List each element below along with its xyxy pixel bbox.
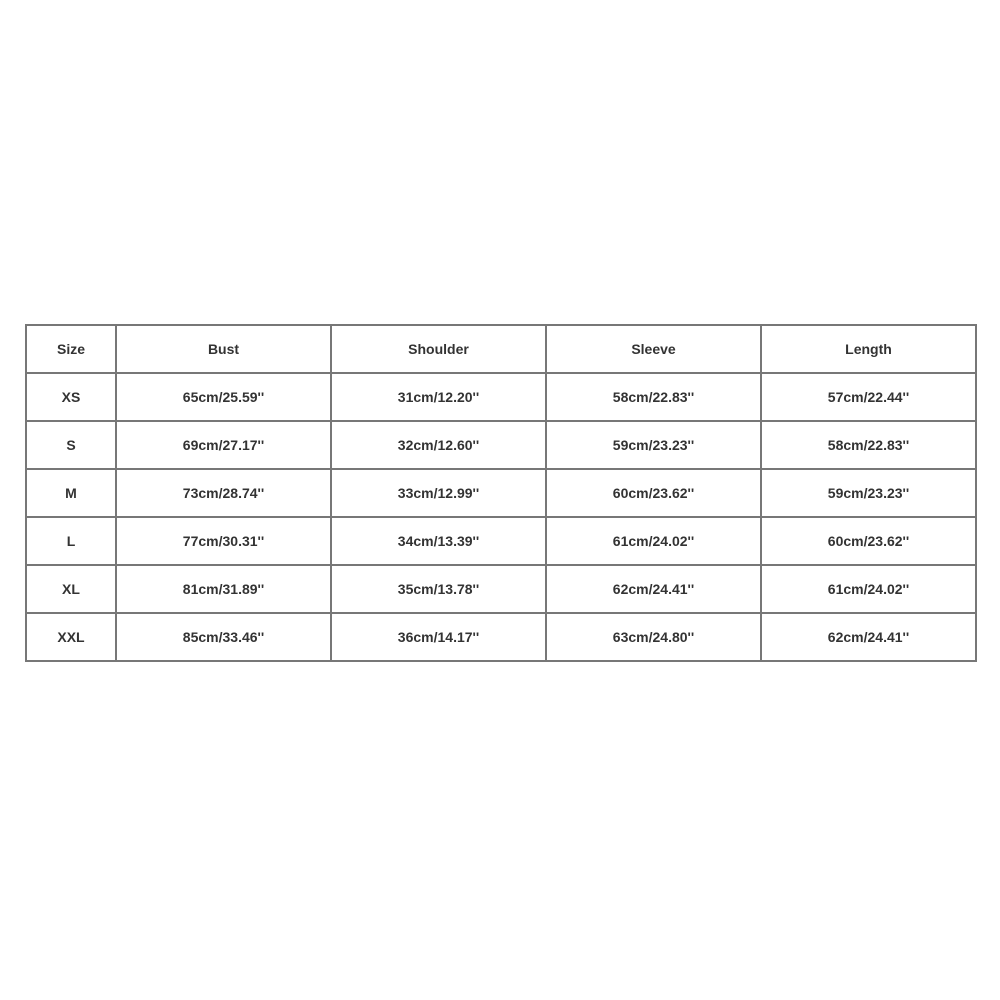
bust-cell: 69cm/27.17''	[116, 421, 331, 469]
bust-cell: 73cm/28.74''	[116, 469, 331, 517]
shoulder-cell: 34cm/13.39''	[331, 517, 546, 565]
table-row	[26, 613, 976, 661]
bust-cell: 77cm/30.31''	[116, 517, 331, 565]
sleeve-cell: 59cm/23.23''	[546, 421, 761, 469]
header-bust: Bust	[116, 325, 331, 373]
shoulder-cell: 33cm/12.99''	[331, 469, 546, 517]
size-cell: XS	[26, 373, 116, 421]
table-row	[26, 373, 976, 421]
size-cell: S	[26, 421, 116, 469]
length-cell: 62cm/24.41''	[761, 613, 976, 661]
length-cell: 59cm/23.23''	[761, 469, 976, 517]
size-cell: XL	[26, 565, 116, 613]
size-cell: L	[26, 517, 116, 565]
header-sleeve: Sleeve	[546, 325, 761, 373]
length-cell: 60cm/23.62''	[761, 517, 976, 565]
shoulder-cell: 31cm/12.20''	[331, 373, 546, 421]
bust-cell: 65cm/25.59''	[116, 373, 331, 421]
size-chart-table	[25, 324, 977, 662]
table-row	[26, 565, 976, 613]
sleeve-cell: 60cm/23.62''	[546, 469, 761, 517]
header-row	[26, 325, 976, 373]
sleeve-cell: 61cm/24.02''	[546, 517, 761, 565]
header-shoulder: Shoulder	[331, 325, 546, 373]
bust-cell: 85cm/33.46''	[116, 613, 331, 661]
header-length: Length	[761, 325, 976, 373]
shoulder-cell: 32cm/12.60''	[331, 421, 546, 469]
size-cell: M	[26, 469, 116, 517]
bust-cell: 81cm/31.89''	[116, 565, 331, 613]
length-cell: 57cm/22.44''	[761, 373, 976, 421]
shoulder-cell: 35cm/13.78''	[331, 565, 546, 613]
sleeve-cell: 62cm/24.41''	[546, 565, 761, 613]
shoulder-cell: 36cm/14.17''	[331, 613, 546, 661]
size-chart-body	[26, 373, 976, 661]
length-cell: 61cm/24.02''	[761, 565, 976, 613]
size-cell: XXL	[26, 613, 116, 661]
table-row	[26, 469, 976, 517]
table-row	[26, 421, 976, 469]
length-cell: 58cm/22.83''	[761, 421, 976, 469]
sleeve-cell: 58cm/22.83''	[546, 373, 761, 421]
header-size: Size	[26, 325, 116, 373]
sleeve-cell: 63cm/24.80''	[546, 613, 761, 661]
table-row	[26, 517, 976, 565]
size-chart-header	[26, 325, 976, 373]
